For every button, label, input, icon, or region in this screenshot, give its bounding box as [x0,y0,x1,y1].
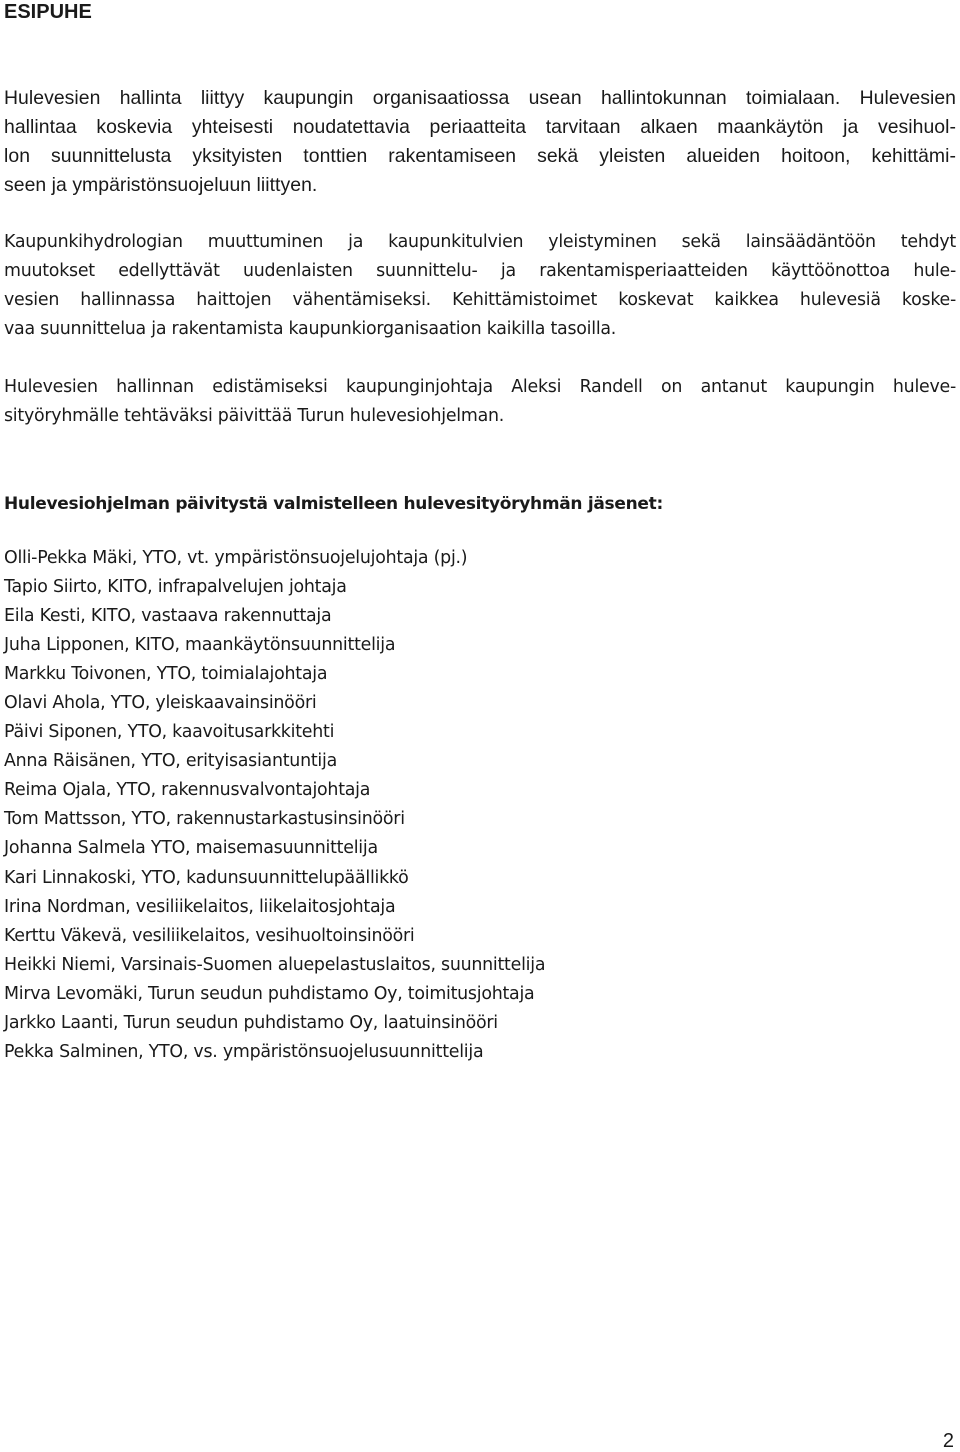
intro-line: hallintaa koskevia yhteisesti noudatettavia periaatteita tarvitaan alkaen maankäytön ja vesihuol- [4,116,956,138]
member-item: Mirva Levomäki, Turun seudun puhdistamo Oy, toimitusjohtaja [4,983,535,1004]
member-item: Tom Mattsson, YTO, rakennustarkastusinsinööri [4,809,405,830]
second-paragraph-line: vesien hallinnassa haittojen vähentämiseksi. Kehittämistoimet koskevat kaikkea hulevesiä koske- [4,290,956,310]
member-item: Tapio Siirto, KITO, infrapalvelujen johtaja [4,577,347,598]
member-item: Reima Ojala, YTO, rakennusvalvontajohtaja [4,780,371,801]
third-paragraph-line: Hulevesien hallinnan edistämiseksi kaupunginjohtaja Aleksi Randell on antanut kaupungin huleve- [4,377,956,397]
member-item: Eila Kesti, KITO, vastaava rakennuttaja [4,606,332,627]
third-paragraph-line: sityöryhmälle tehtäväksi päivittää Turun hulevesiohjelman. [4,406,505,426]
member-item: Juha Lipponen, KITO, maankäytönsuunnittelija [4,635,396,656]
member-item: Kari Linnakoski, YTO, kadunsuunnittelupäällikkö [4,867,409,888]
intro-paragraph [4,84,956,200]
member-item: Olavi Ahola, YTO, yleiskaavainsinööri [4,693,317,714]
intro-line: Hulevesien hallinta liittyy kaupungin organisaatiossa usean hallintokunnan toimialaan. Hulevesien [4,87,956,109]
member-item: Markku Toivonen, YTO, toimialajohtaja [4,664,328,685]
member-item: Olli-Pekka Mäki, YTO, vt. ympäristönsuojelujohtaja (pj.) [4,548,468,568]
third-paragraph [4,373,956,431]
members-heading: Hulevesiohjelman päivitystä valmistelleen hulevesityöryhmän jäsenet: [4,494,663,514]
page-number: 2 [942,1430,954,1452]
second-paragraph-line: Kaupunkihydrologian muuttuminen ja kaupunkitulvien yleistyminen sekä lainsäädäntöön tehdyt [4,232,956,252]
intro-line: seen ja ympäristönsuojeluun liittyen. [4,174,318,196]
member-item: Heikki Niemi, Varsinais-Suomen aluepelastuslaitos, suunnittelija [4,954,546,975]
member-item: Irina Nordman, vesiliikelaitos, liikelaitosjohtaja [4,896,396,917]
member-item: Päivi Siponen, YTO, kaavoitusarkkitehti [4,722,335,743]
members-list [4,544,545,1067]
second-paragraph-line: muutokset edellyttävät uudenlaisten suunnittelu- ja rakentamisperiaatteiden käyttöönottoa hule- [4,261,956,281]
page-title: ESIPUHE [4,1,92,23]
second-paragraph [4,228,956,344]
member-item: Anna Räisänen, YTO, erityisasiantuntija [4,751,337,772]
member-item: Johanna Salmela YTO, maisemasuunnittelija [4,838,378,859]
second-paragraph-line: vaa suunnittelua ja rakentamista kaupunkiorganisaation kaikilla tasoilla. [4,319,617,339]
member-item: Kerttu Väkevä, vesiliikelaitos, vesihuoltoinsinööri [4,925,415,946]
member-item: Jarkko Laanti, Turun seudun puhdistamo Oy, laatuinsinööri [4,1012,498,1033]
member-item: Pekka Salminen, YTO, vs. ympäristönsuojelusuunnittelija [4,1041,484,1062]
intro-line: lon suunnittelusta yksityisten tonttien rakentamiseen sekä yleisten alueiden hoitoon, kehittämi- [4,145,956,167]
